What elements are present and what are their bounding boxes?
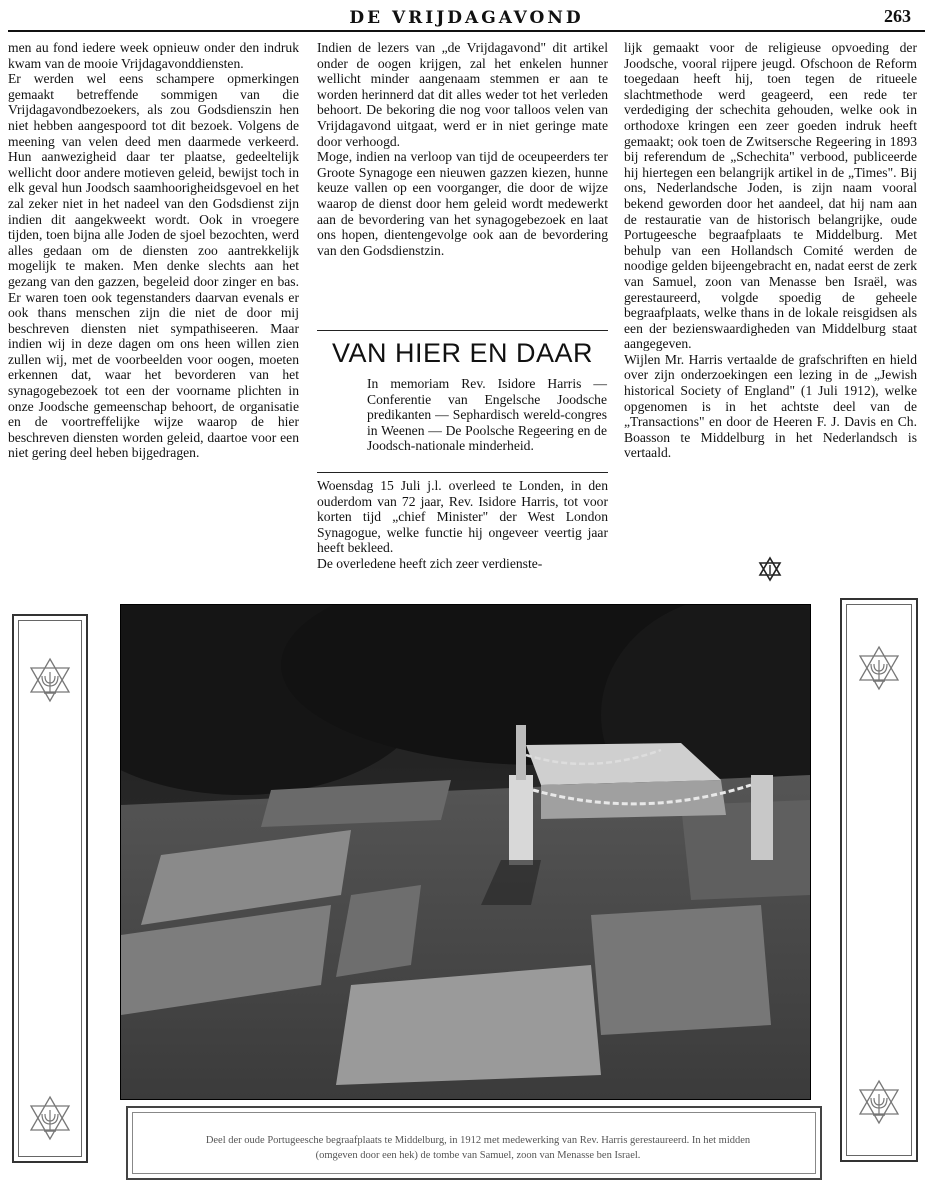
paragraph: lijk gemaakt voor de religieuse opvoeding der Joodsche, vooral rijpere jeugd. Ofschoon de Reform toegedaan heeft hij, toen tegen de ritueele slachtmethode werd geageerd, een rede ter verdediging der schechita gehouden, welke ook in orthodoxe kringen een zeer goeden indruk heeft gemaakt; ook toen de Zwitsersche Regeering in 1893 bij referendum de „Schechita" verbood, publiceerde hij hiertegen een belangrijk artikel in de „Times". Bij ons, Nederlandsche Joden, is zijn naam vooral bekend geworden door het aandeel, dat hij nam aan de restauratie van de historisch belangrijke, oude Portugeesche begraafplaats te Middelburg. Met behulp van een Hollandsch Comité werden de noodige gelden bijeengebracht en, nadat eerst de zerk van Samuel, zoon van Menasse ben Israël, was gerestaureerd, volgde spoedig de geheele begraafplaats, welke thans in de lokale reisgidsen als een der bezienswaardigheden van Middelburg staat aangegeven. [624, 40, 917, 352]
menorah-star-icon [26, 1094, 74, 1142]
article-harris [317, 478, 608, 572]
page-number: 263 [884, 6, 911, 26]
summary-divider [317, 472, 608, 473]
page-header [0, 0, 933, 30]
star-of-david-icon [757, 556, 783, 582]
magazine-title: DE VRIJDAGAVOND [349, 8, 584, 28]
photo-caption: Deel der oude Portugeesche begraafplaats te Middelburg, in 1912 met medewerking van Rev. Harris gerestaureerd. In het midden (omgeven door een hek) de tombe van Samuel, zoon van Menasse ben Israel. [205, 1135, 751, 1161]
paragraph: Indien de lezers van „de Vrijdagavond" dit artikel onder de oogen krijgen, zal het enkelen hunner wellicht minder aangenaam stemmen er aan te worden herinnerd dat dit alles weder tot het verleden behoort. De bekoring die nog voor talloos velen van Vrijdagavond uitgaat, werd er in niet geringe mate door verhoogd. [317, 40, 608, 149]
column-left [8, 40, 299, 461]
section-heading: VAN HIER EN DAAR [331, 338, 594, 368]
paragraph: Woensdag 15 Juli j.l. overleed te Londen, in den ouderdom van 72 jaar, Rev. Isidore Harris, tot voor korten tijd „chief Minister" der West London Synagogue, welke functie hij ongeveer veertig jaar heeft bekleed. [317, 478, 608, 556]
section-summary: In memoriam Rev. Isidore Harris — Conferentie van Engelsche Joodsche predikanten — Sephardisch wereld-congres in Weenen — De Poolsche Regeering en de Joodsch-nationale minderheid. [367, 376, 607, 454]
cemetery-photograph [120, 604, 811, 1100]
paragraph: Wijlen Mr. Harris vertaalde de grafschriften en hield over zijn onderzoekingen een lezing in de „Jewish historical Society of England" (1 Juli 1912), welke opgenomen is in het achtste deel van de „Transactions" en door de Heeren F. J. Davis en Ch. Boasson te Middelburg in het Nederlandsch is vertaald. [624, 351, 917, 461]
paragraph: De overledene heeft zich zeer verdienste- [317, 555, 543, 571]
paragraph: Moge, indien na verloop van tijd de oceupeerders ter Groote Synagoge een nieuwen gazzen kiezen, hunne keuze vallen op een voorganger, die door de wijze waarop de dienst door hem geleid wordt medewerkt aan de bevordering van het synagogebezoek en laat ons hopen, dientengevolge ook aan de bevordering van den Godsdienstzin. [317, 149, 608, 258]
decorative-panel-left [12, 614, 88, 1163]
menorah-star-icon [855, 644, 903, 692]
cemetery-scene [121, 605, 810, 1099]
menorah-star-icon [855, 1078, 903, 1126]
column-middle [317, 40, 608, 258]
menorah-star-icon [26, 656, 74, 704]
section-divider [317, 330, 608, 331]
paragraph: Er werden wel eens schampere opmerkingen gemaakt betreffende sommigen van die Vrijdagavondbezoekers, als zou Godsdienszin hen niet hebben aangespoord tot dit bezoek. Volgens de meening van velen deed men daarmede verkeerd. Hun aanwezigheid daar ter plaatse, gedeeltelijk wellicht door andere motieven geleid, bewijst toch in elk geval hun Joodsch saamhoorigheidsgevoel en het zal zeker niet in het nadeel van den Godsdienst zijn indien dit aangekweekt wordt. Ook in vroegere tijden, toen bijna alle Joden de sjoel bezochten, werd alles gedaan om de diensten zoo aantrekkelijk mogelijk te maken. Men denke slechts aan het gezang van den gazzen, begeleid door zinger en bas. Er waren toen ook tegenstanders daarvan evenals er ook thans menschen zijn die niet de door mij beschreven diensten niet sympathiseeren. Maar indien wij in deze dagen om ons heen willen zien zullen wij, met de voorbeelden voor oogen, moeten erkennen dat, waar het bevorderen van het synagogebezoek tot een der voorname plichten in onze Joodsche gemeenschap behoort, de organisatie en de voortreffelijke wijze waarop de hier beschreven diensten worden geleid, daartoe voor een niet gering deel heben bijgedragen. [8, 71, 299, 461]
header-rule [8, 30, 925, 32]
decorative-panel-right [840, 598, 918, 1162]
photo-caption-box [126, 1106, 822, 1180]
column-right [624, 40, 917, 461]
paragraph: men au fond iedere week opnieuw onder den indruk kwam van de mooie Vrijdagavonddiensten. [8, 40, 299, 71]
